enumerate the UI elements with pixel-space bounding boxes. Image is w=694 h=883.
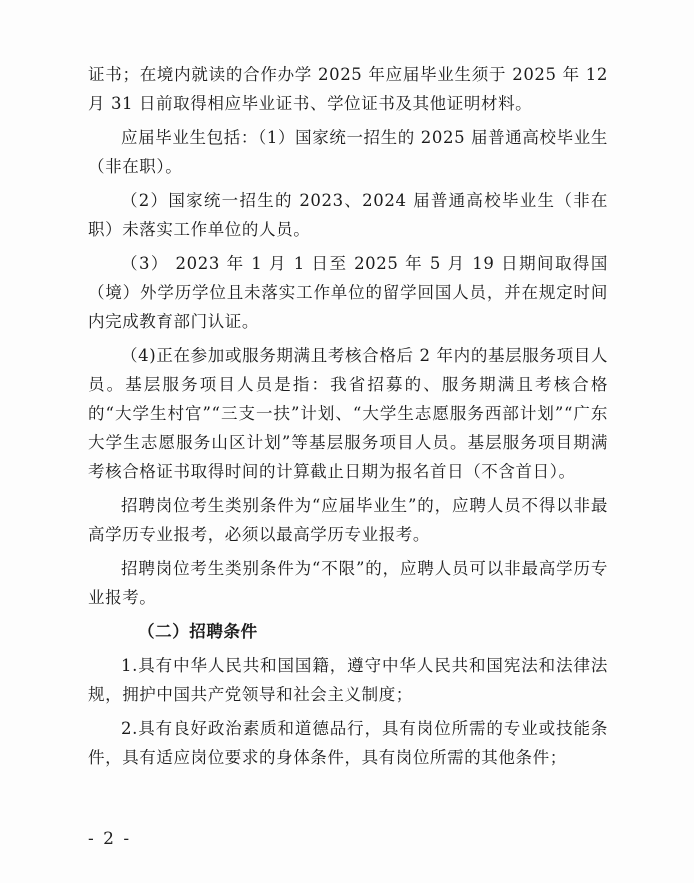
paragraph-category-graduate: 招聘岗位考生类别条件为“应届毕业生”的，应聘人员不得以非最高学历专业报考，必须以最高学历专业报考。 xyxy=(88,496,608,544)
paragraph-graduates-3: （3） 2023 年 1 月 1 日至 2025 年 5 月 19 日期间取得国（境）外学历学位且未落实工作单位的留学回国人员，并在规定时间内完成教育部门认证。 xyxy=(88,254,608,331)
document-body xyxy=(88,60,608,777)
paragraph-continuation: 证书；在境内就读的合作办学 2025 年应届毕业生须于 2025 年 12 月 31 日前取得相应毕业证书、学位证书及其他证明材料。 xyxy=(88,65,608,113)
paragraph-graduates-2: （2）国家统一招生的 2023、2024 届普通高校毕业生（非在职）未落实工作单位的人员。 xyxy=(88,191,608,239)
section-heading: （二）招聘条件 xyxy=(138,622,258,641)
paragraph-graduates-4: （4)正在参加或服务期满且考核合格后 2 年内的基层服务项目人员。基层服务项目人员是指：我省招募的、服务期满且考核合格的“大学生村官”“三支一扶”计划、“大学生志愿服务西部计划”“广东大学生志愿服务山区计划”等基层服务项目人员。基层服务项目期满考核合格证书取得时间的计算截止日期为报名首日（不含首日）。 xyxy=(88,346,608,481)
condition-item-2: 2.具有良好政治素质和道德品行，具有岗位所需的专业或技能条件，具有适应岗位要求的身体条件，具有岗位所需的其他条件； xyxy=(88,719,608,767)
page-number: - 2 - xyxy=(88,829,132,849)
condition-item-1: 1.具有中华人民共和国国籍，遵守中华人民共和国宪法和法律法规，拥护中国共产党领导和社会主义制度； xyxy=(88,656,608,704)
paragraph-category-unlimited: 招聘岗位考生类别条件为“不限”的，应聘人员可以非最高学历专业报考。 xyxy=(88,559,608,607)
paragraph-graduates-1: 应届毕业生包括：（1）国家统一招生的 2025 届普通高校毕业生（非在职）。 xyxy=(88,128,608,176)
